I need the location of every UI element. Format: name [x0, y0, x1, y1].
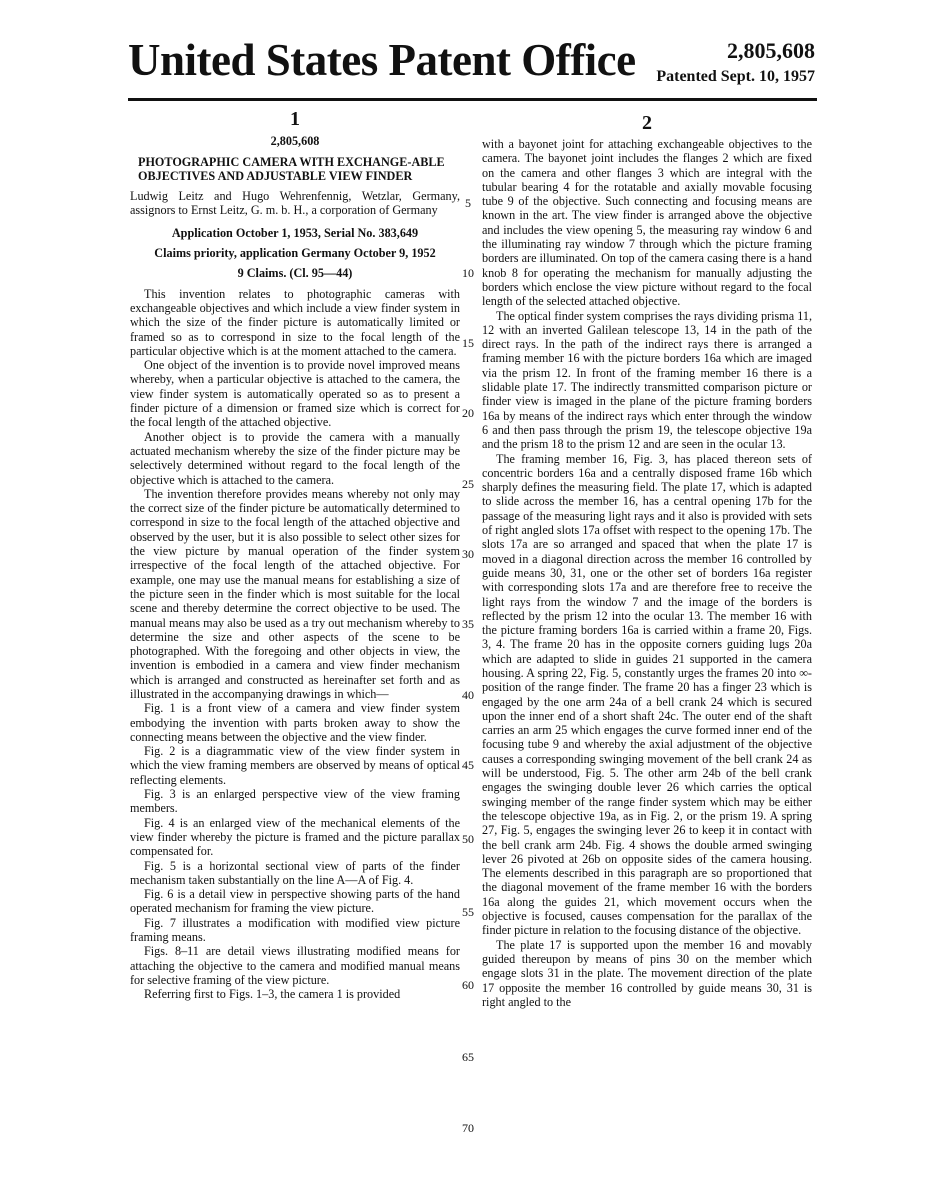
paragraph: The plate 17 is supported upon the member 16 and movably guided thereupon by means of pins 30 on the member which engage slots 31 in the plate. The movement direction of the plate 17 opposite the member 16 controlled by guide means 30, 31 is right angled to the: [482, 937, 812, 1009]
paragraph: Fig. 3 is an enlarged perspective view of the view framing members.: [130, 787, 460, 816]
line-number: 20: [462, 406, 474, 420]
line-number: 45: [462, 758, 474, 772]
priority-line: Claims priority, application Germany October 9, 1952: [154, 246, 436, 261]
paragraph: Fig. 6 is a detail view in perspective showing parts of the hand operated mechanism for framing the view picture.: [130, 887, 460, 916]
patented-date: Patented Sept. 10, 1957: [656, 68, 815, 85]
inventors: Ludwig Leitz and Hugo Wehrenfennig, Wetzlar, Germany, assignors to Ernst Leitz, G. m. b. H., a corporation of Germany: [130, 189, 460, 218]
patent-number: 2,805,608: [727, 38, 815, 63]
line-number: 15: [462, 336, 474, 350]
paragraph: Referring first to Figs. 1–3, the camera 1 is provided: [144, 987, 401, 1002]
paragraph: One object of the invention is to provide novel improved means whereby, when a particular objective is attached to the camera, the view finder system is automatically operated so as to present a finder picture of a dimension or framed size which is correct for the focal length of the attached objective.: [130, 358, 460, 430]
line-number: 30: [462, 547, 474, 561]
line-number: 35: [462, 617, 474, 631]
paragraph: The invention therefore provides means whereby not only may the correct size of the finder picture be automatically determined to correspond in size to the focal length of the attached objective and observed by the user, but it is also possible to select other sizes for the view picture by manual operation of the finder system irrespective of the focal length of the attached objective. For example, one may use the manual means for establishing a size of the picture seen in the finder which is most suitable for the local scene and thereby determine the correct objective to be used. The manual means may also be used as a try out mechanism whereby to determine the size and other aspects of the scene to be photographed. With the foregoing and other objects in view, the invention is embodied in a camera and view finder mechanism which is arranged and constructed as hereinafter set forth and as illustrated in the accompanying drawings in which—: [130, 486, 460, 701]
application-line: Application October 1, 1953, Serial No. 383,649: [171, 225, 419, 240]
front-patent-number: 2,805,608: [270, 134, 320, 149]
paragraph: Fig. 2 is a diagrammatic view of the view finder system in which the view framing members are observed by means of optical reflecting elements.: [130, 744, 460, 787]
line-number: 65: [462, 1050, 474, 1064]
paragraph: with a bayonet joint for attaching exchangeable objectives to the camera. The bayonet joint includes the flanges 2 which are fixed on the camera and other flanges 3 which are integral with the tubular bearing 4 for the rotatable and axially movable focusing tube 9 of the objective. Such connecting and focusing means are known in the art. The view finder is arranged above the objective and includes the view opening 5, the measuring ray window 6 and the illuminating ray window 7 through which the picture framing borders are illuminated. On top of the camera casing there is a hand knob 8 for operating the mechanism for manually adjusting the borders which enclose the view picture without regard to the focal length of the selected attached objective.: [482, 137, 812, 309]
line-number: 55: [462, 905, 474, 919]
patent-title: PHOTOGRAPHIC CAMERA WITH EXCHANGE-ABLE OBJECTIVES AND ADJUSTABLE VIEW FINDER: [138, 154, 445, 183]
paragraph: The optical finder system comprises the rays dividing prisma 11, 12 with an inverted Galilean telescope 13, 14 in the path of the direct rays. In the path of the indirect rays there is arranged a framing member 16 with the picture borders 16a which are imaged via the prism 12. In front of the framing member 16 there is a slidable plate 17. The indirectly transmitted comparison picture or finder view is imaged in the plane of the picture framing borders 16a by means of the indirect rays which enter through the window 6 and then pass through the prism 19, the telescope objective 19a and the prism 18 to the prism 12 and are seen in the ocular 13.: [482, 308, 812, 452]
line-number: 10: [462, 266, 474, 280]
paragraph: The framing member 16, Fig. 3, has placed thereon sets of concentric borders 16a and a centrally disposed frame 16b which sharply defines the measuring field. The plate 17, which is adapted to slide across the member 16, has a central opening 17b for the passage of the measuring light rays and it also is provided with sets of right angled slots 17a offset with respect to the opening 17b. The slots 17a are so arranged and spaced that when the plate 17 is moved in a diagonal direction across the member 16 controlled by guide means 30, 31, one or the other set of borders 16a register with corresponding slots 17a and are therefore free to receive the light rays from the window 7 and the image of the borders is reflected by the prism 12 into the ocular 13. The member 16 with the picture framing borders 16a is carried within a frame 20, Figs. 3, 4. The frame 20 has in the opposite corners guiding lugs 20a which are adapted to slide in guides 21 supported in the camera housing. A spring 22, Fig. 5, constantly urges the frames 20 into ∞-position of the range finder. The frame 20 has a finger 23 which is engaged by the one arm 24a of a bell crank 24 which is secured upon the inner end of a short shaft 24c. The outer end of the shaft carries an arm 25 which engages the curve formed inner end of the focusing tube 9 and whereby the axial adjustment of the objective causes a corresponding swinging movement of the bell crank 24 as will be understood, Fig. 5. The other arm 24b of the bell crank engages the swinging double lever 26 which carries the optical swinging member of the range finder system which may be either the telescope objective 19a, as in Fig. 2, or the prism 19. A spring 27, Fig. 5, engages the swinging lever 26 to keep it in contact with the bell crank arm 24b. Fig. 4 shows the double armed swinging lever 26 pivoted at 26b on opposite sides of the camera housing. The elements described in this paragraph are so proportioned that the diagonal movement of the frame member 16 with the borders 16a along the guides 21, which movement occurs when the objective is focused, causes compensation for the parallax of the finder picture in relation to the focusing distance of the objective.: [482, 451, 812, 938]
line-number: 60: [462, 978, 474, 992]
paragraph: This invention relates to photographic cameras with exchangeable objectives and which include a view finder system in which the size of the finder picture is automatically limited or framed so as to correspond in size to the focal length of the particular objective which is at the moment attached to the camera.: [130, 286, 460, 358]
claims-line: 9 Claims. (Cl. 95—44): [237, 266, 353, 281]
left-column-number: 1: [290, 108, 300, 130]
paragraph: Figs. 8–11 are detail views illustrating modified means for attaching the objective to the camera and modified manual means for selective framing of the view picture.: [130, 944, 460, 987]
line-number: 5: [465, 196, 471, 210]
header-rule: [128, 98, 817, 101]
line-number: 50: [462, 832, 474, 846]
paragraph: Fig. 1 is a front view of a camera and view finder system embodying the invention with parts broken away to show the connecting means between the objective and the view finder.: [130, 701, 460, 744]
right-column-number: 2: [642, 112, 652, 134]
paragraph: Another object is to provide the camera with a manually actuated mechanism whereby the size of the finder picture may be selectively determined without regard to the focal length of the objective which is attached to the camera.: [130, 429, 460, 487]
line-number: 70: [462, 1121, 474, 1135]
paragraph: Fig. 4 is an enlarged view of the mechanical elements of the view finder whereby the picture is framed and the picture parallax compensated for.: [130, 815, 460, 859]
masthead: United States Patent Office: [128, 35, 636, 85]
left-column: [130, 108, 460, 1002]
paragraph: Fig. 5 is a horizontal sectional view of parts of the finder mechanism taken substantially on the line A—A of Fig. 4.: [130, 858, 460, 887]
right-column: [482, 137, 812, 1009]
line-number: 25: [462, 477, 474, 491]
paragraph: Fig. 7 illustrates a modification with modified view picture framing means.: [130, 915, 460, 945]
line-number: 40: [462, 688, 474, 702]
